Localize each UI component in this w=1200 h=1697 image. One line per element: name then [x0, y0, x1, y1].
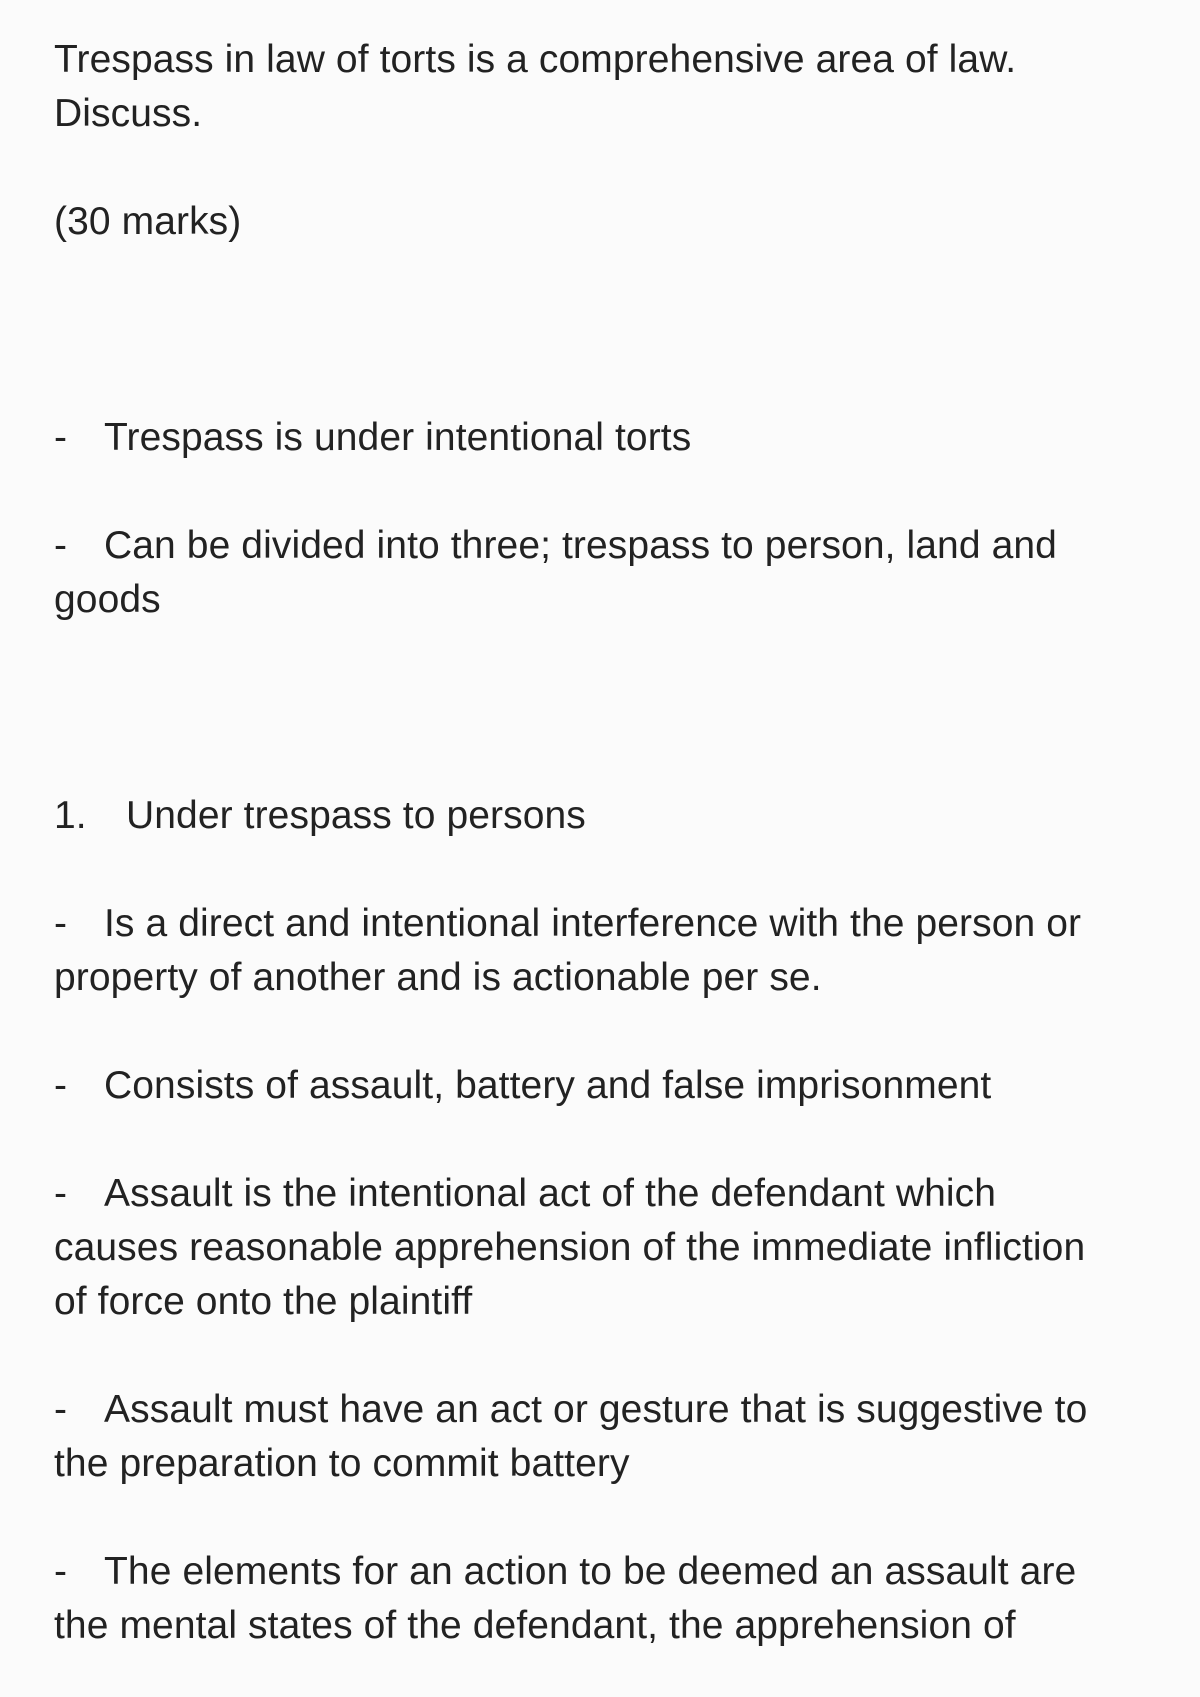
list-item: Consists of assault, battery and false imprisonment [104, 1064, 992, 1107]
list-item: Is a direct and intentional interference with the person or [104, 902, 1082, 945]
list-item: Can be divided into three; trespass to person, land and [104, 524, 1057, 567]
list-item: Assault is the intentional act of the defendant which [104, 1172, 997, 1215]
bullet-dash: - [54, 1172, 67, 1215]
question-instruction: Discuss. [54, 92, 203, 135]
bullet-dash: - [54, 1388, 67, 1431]
marks-label: (30 marks) [54, 200, 242, 243]
list-item: The elements for an action to be deemed an assault are [104, 1550, 1077, 1593]
list-item-continuation: of force onto the plaintiff [54, 1280, 473, 1323]
bullet-dash: - [54, 1550, 67, 1593]
list-item-continuation: causes reasonable apprehension of the immediate infliction [54, 1226, 1086, 1269]
bullet-dash: - [54, 902, 67, 945]
list-item-continuation: the mental states of the defendant, the apprehension of [54, 1604, 1016, 1647]
list-item-continuation: property of another and is actionable per se. [54, 956, 822, 999]
list-item-continuation: goods [54, 578, 161, 621]
list-item-continuation: the preparation to commit battery [54, 1442, 630, 1485]
bullet-dash: - [54, 416, 67, 459]
question-text: Trespass in law of torts is a comprehensive area of law. [54, 38, 1017, 81]
list-item: Trespass is under intentional torts [104, 416, 692, 459]
bullet-dash: - [54, 1064, 67, 1107]
section-number: 1. [54, 794, 87, 837]
list-item: Assault must have an act or gesture that is suggestive to [104, 1388, 1088, 1431]
bullet-dash: - [54, 524, 67, 567]
section-heading: Under trespass to persons [126, 794, 586, 837]
